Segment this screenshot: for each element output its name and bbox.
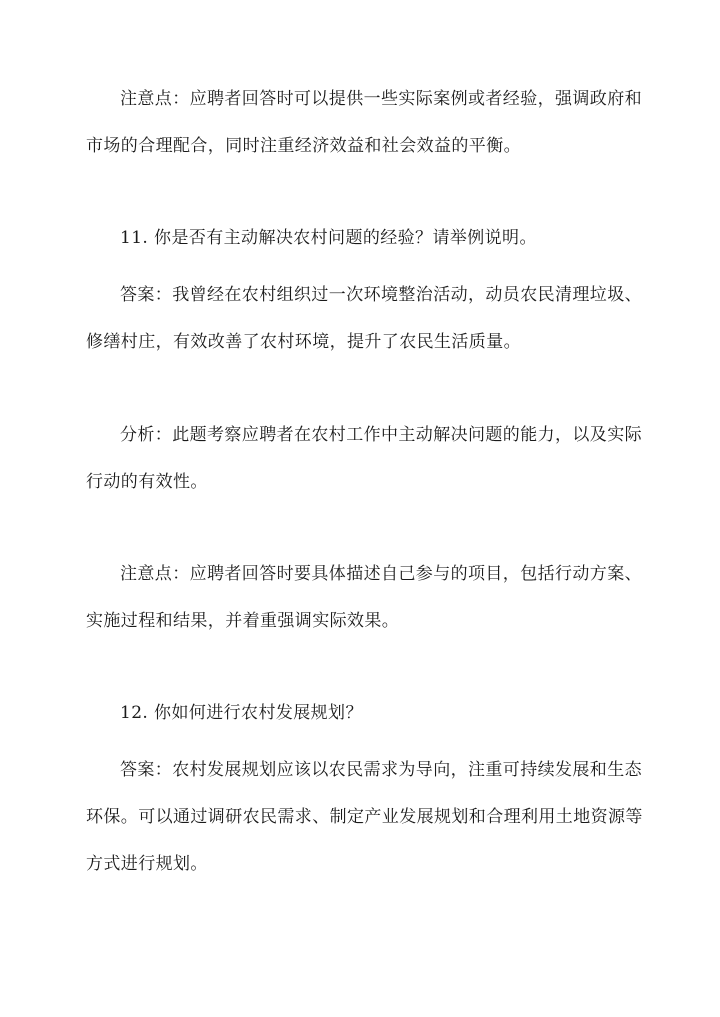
- paragraph-line: 注意点：应聘者回答时要具体描述自己参与的项目，包括行动方案、: [120, 564, 642, 584]
- question-12: [86, 690, 646, 737]
- note-paragraph: [86, 76, 646, 170]
- paragraph-line: 环保。可以通过调研农民需求、制定产业发展规划和合理利用土地资源等: [86, 807, 643, 827]
- question-text: 11. 你是否有主动解决农村问题的经验？请举例说明。: [120, 228, 537, 248]
- question-text: 12. 你如何进行农村发展规划？: [120, 703, 363, 723]
- answer-paragraph: [86, 747, 646, 888]
- paragraph-line: 注意点：应聘者回答时可以提供一些实际案例或者经验，强调政府和: [120, 89, 642, 109]
- paragraph-line: 修缮村庄，有效改善了农村环境，提升了农民生活质量。: [86, 332, 521, 352]
- answer-paragraph: [86, 272, 646, 366]
- note-paragraph: [86, 551, 646, 645]
- paragraph-line: 市场的合理配合，同时注重经济效益和社会效益的平衡。: [86, 136, 521, 156]
- paragraph-line: 方式进行规划。: [86, 854, 208, 874]
- paragraph-line: 答案：我曾经在农村组织过一次环境整治活动，动员农民清理垃圾、: [120, 285, 642, 305]
- paragraph-line: 答案：农村发展规划应该以农民需求为导向，注重可持续发展和生态: [120, 760, 642, 780]
- paragraph-line: 分析：此题考察应聘者在农村工作中主动解决问题的能力，以及实际: [120, 425, 642, 445]
- paragraph-line: 实施过程和结果，并着重强调实际效果。: [86, 611, 400, 631]
- paragraph-line: 行动的有效性。: [86, 472, 208, 492]
- analysis-paragraph: [86, 412, 646, 506]
- question-11: [86, 215, 646, 262]
